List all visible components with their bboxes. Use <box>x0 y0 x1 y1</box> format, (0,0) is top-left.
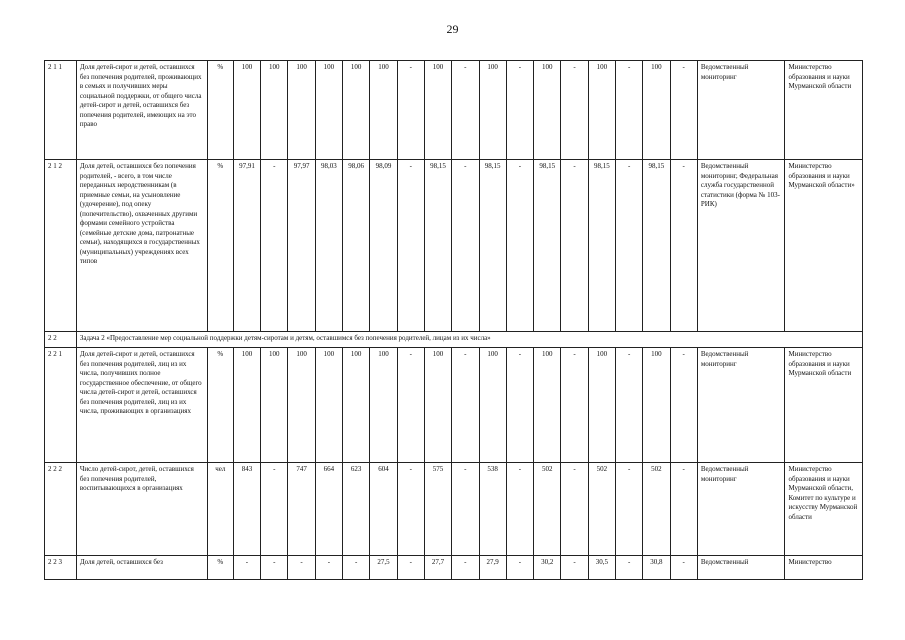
value-cell: 100 <box>261 348 288 463</box>
value-cell: - <box>506 348 533 463</box>
value-cell: - <box>343 556 370 580</box>
value-cell: 100 <box>479 61 506 160</box>
value-cell: 100 <box>288 61 315 160</box>
indicator-name: Доля детей-сирот и детей, оставшихся без попечения родителей, проживающих в семьях и получивших меры социальной поддержки, от общего числа детей-сирот и детей, оставшихся без попечения родителей, имеющих на это право <box>76 61 207 160</box>
value-cell: - <box>670 463 697 556</box>
page-number: 29 <box>446 22 459 36</box>
value-cell: 538 <box>479 463 506 556</box>
value-cell: 502 <box>588 463 615 556</box>
unit-cell: % <box>207 61 233 160</box>
indicator-row <box>45 463 863 556</box>
value-cell: - <box>561 61 588 160</box>
value-cell: 100 <box>588 348 615 463</box>
value-cell: 100 <box>315 61 342 160</box>
value-cell: 502 <box>643 463 670 556</box>
value-cell: 100 <box>288 348 315 463</box>
value-cell: - <box>261 556 288 580</box>
responsible-body: Министерство <box>785 556 863 580</box>
value-cell: - <box>452 160 479 332</box>
value-cell: - <box>452 463 479 556</box>
value-cell: - <box>670 160 697 332</box>
value-cell: - <box>452 556 479 580</box>
row-number: 2 2 1 <box>45 348 77 463</box>
value-cell: 98,15 <box>534 160 561 332</box>
data-source: Ведомственный <box>697 556 785 580</box>
value-cell: - <box>561 348 588 463</box>
value-cell: - <box>506 160 533 332</box>
unit-cell: % <box>207 160 233 332</box>
value-cell: - <box>561 556 588 580</box>
value-cell: 100 <box>588 61 615 160</box>
value-cell: - <box>397 556 424 580</box>
unit-cell: % <box>207 556 233 580</box>
value-cell: 604 <box>370 463 397 556</box>
value-cell: - <box>315 556 342 580</box>
value-cell: 100 <box>534 348 561 463</box>
value-cell: 575 <box>424 463 451 556</box>
value-cell: - <box>506 61 533 160</box>
value-cell: - <box>397 348 424 463</box>
value-cell: 843 <box>233 463 260 556</box>
value-cell: 98,09 <box>370 160 397 332</box>
value-cell: - <box>615 556 642 580</box>
value-cell: 98,03 <box>315 160 342 332</box>
row-number: 2 2 3 <box>45 556 77 580</box>
indicator-row <box>45 348 863 463</box>
value-cell: 30,5 <box>588 556 615 580</box>
value-cell: 100 <box>424 61 451 160</box>
value-cell: - <box>615 61 642 160</box>
value-cell: - <box>561 463 588 556</box>
unit-cell: чел <box>207 463 233 556</box>
value-cell: 97,97 <box>288 160 315 332</box>
value-cell: - <box>261 160 288 332</box>
value-cell: 27,5 <box>370 556 397 580</box>
value-cell: 100 <box>315 348 342 463</box>
task-row <box>45 332 863 348</box>
value-cell: 100 <box>479 348 506 463</box>
value-cell: 747 <box>288 463 315 556</box>
indicator-name: Доля детей, оставшихся без попечения родителей, - всего, в том числе переданных неродственникам (в приемные семьи, на усыновление (удочерение), под опеку (попечительство), охваченных другими формами семейного устройства (семейные детские дома, патронатные семьи), находящихся в государственных (муниципальных) учреждениях всех типов <box>76 160 207 332</box>
responsible-body: Министерство образования и науки Мурманской области, Комитет по культуре и искусству Мурманской области <box>785 463 863 556</box>
value-cell: 623 <box>343 463 370 556</box>
value-cell: 100 <box>534 61 561 160</box>
value-cell: - <box>288 556 315 580</box>
value-cell: 664 <box>315 463 342 556</box>
value-cell: - <box>452 348 479 463</box>
value-cell: 98,15 <box>424 160 451 332</box>
value-cell: - <box>233 556 260 580</box>
indicator-row <box>45 61 863 160</box>
task-title: Задача 2 «Предоставление мер социальной поддержки детям-сиротам и детям, оставшимся без попечения родителей, лицам из их числа» <box>76 332 862 348</box>
row-number: 2 2 2 <box>45 463 77 556</box>
value-cell: 100 <box>233 348 260 463</box>
value-cell: - <box>506 556 533 580</box>
data-source: Ведомственный мониторинг <box>697 348 785 463</box>
value-cell: 27,7 <box>424 556 451 580</box>
responsible-body: Министерство образования и науки Мурманской области» <box>785 160 863 332</box>
value-cell: 30,2 <box>534 556 561 580</box>
value-cell: 98,15 <box>588 160 615 332</box>
value-cell: 100 <box>370 61 397 160</box>
value-cell: - <box>615 463 642 556</box>
indicator-row <box>45 556 863 580</box>
indicator-row <box>45 160 863 332</box>
indicator-name: Доля детей-сирот и детей, оставшихся без попечения родителей, лиц из их числа, получивших полное государственное обеспечение, от общего числа детей-сирот и детей, оставшихся без попечения родителей, лиц из их числа, проживающих в организациях <box>76 348 207 463</box>
value-cell: 502 <box>534 463 561 556</box>
value-cell: 100 <box>233 61 260 160</box>
value-cell: 98,15 <box>479 160 506 332</box>
value-cell: 100 <box>643 61 670 160</box>
value-cell: 98,06 <box>343 160 370 332</box>
data-source: Ведомственный мониторинг <box>697 61 785 160</box>
value-cell: - <box>615 348 642 463</box>
data-source: Ведомственный мониторинг <box>697 463 785 556</box>
value-cell: 100 <box>261 61 288 160</box>
value-cell: - <box>397 61 424 160</box>
value-cell: - <box>670 556 697 580</box>
row-number: 2 2 <box>45 332 77 348</box>
value-cell: 98,15 <box>643 160 670 332</box>
value-cell: - <box>615 160 642 332</box>
value-cell: 100 <box>643 348 670 463</box>
value-cell: 100 <box>370 348 397 463</box>
value-cell: - <box>506 463 533 556</box>
responsible-body: Министерство образования и науки Мурманской области <box>785 348 863 463</box>
row-number: 2 1 1 <box>45 61 77 160</box>
indicators-table <box>44 60 863 580</box>
value-cell: - <box>561 160 588 332</box>
value-cell: 27,9 <box>479 556 506 580</box>
value-cell: 97,91 <box>233 160 260 332</box>
value-cell: - <box>261 463 288 556</box>
value-cell: 100 <box>343 61 370 160</box>
value-cell: - <box>397 160 424 332</box>
value-cell: - <box>452 61 479 160</box>
unit-cell: % <box>207 348 233 463</box>
value-cell: - <box>670 348 697 463</box>
responsible-body: Министерство образования и науки Мурманской области <box>785 61 863 160</box>
indicator-name: Доля детей, оставшихся без <box>76 556 207 580</box>
value-cell: - <box>670 61 697 160</box>
row-number: 2 1 2 <box>45 160 77 332</box>
value-cell: 100 <box>343 348 370 463</box>
data-source: Ведомственный мониторинг, Федеральная служба государственной статистики (форма № 103-РИК) <box>697 160 785 332</box>
value-cell: 30,8 <box>643 556 670 580</box>
indicator-name: Число детей-сирот, детей, оставшихся без попечения родителей, воспитывающихся в организациях <box>76 463 207 556</box>
value-cell: - <box>397 463 424 556</box>
value-cell: 100 <box>424 348 451 463</box>
